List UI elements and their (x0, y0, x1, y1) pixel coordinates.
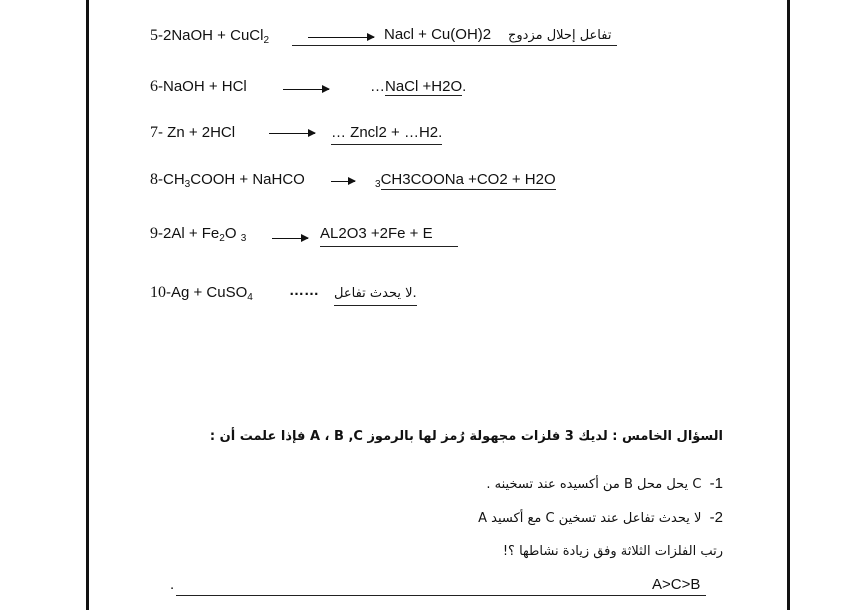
equation-9-reactants (150, 224, 246, 244)
item-text: لا يحدث تفاعل عند تسخين C مع أكسيد A (478, 511, 702, 526)
reactants-text: O (224, 225, 241, 242)
equation-7-products (331, 123, 442, 145)
equation-5-reactants (150, 26, 269, 46)
item-number: 1- (709, 475, 723, 492)
question-5-item-2 (478, 508, 723, 529)
item-text: C يحل محل B من أكسيده عند تسخينه . (486, 477, 702, 492)
question-5-prompt: رتب الفلزات الثلاثة وفق زيادة نشاطها ؟! (502, 544, 723, 559)
subscript: 2 (263, 35, 270, 46)
reaction-arrow-icon (283, 89, 329, 90)
answer-suffix: . (462, 78, 467, 95)
subscript: 2 (219, 233, 225, 244)
reaction-arrow-icon (269, 133, 315, 134)
item-number: 2- (709, 509, 723, 526)
products-text: Zncl2 + …H2 (350, 124, 439, 141)
page-border-left (86, 0, 89, 610)
question-5-heading: السؤال الخامس : لديك 3 فلزات مجهولة رُمز لها بالرموز A ، B ,C فإذا علمت أن : (209, 429, 723, 444)
question-5-answer: A>C>B (652, 576, 701, 593)
equation-10-reactants (150, 283, 253, 303)
products-text: لا يحدث تفاعل (334, 286, 413, 301)
reaction-arrow-icon (272, 238, 308, 239)
reactants-text: -Ag + CuSO (166, 284, 248, 301)
products-text: CH3COONa +CO2 + H2O (380, 171, 556, 188)
reactants-text: - Zn + 2HCl (158, 124, 236, 141)
reaction-arrow-icon (331, 181, 355, 182)
answer-prefix: … (331, 124, 351, 141)
equation-10-products (334, 283, 417, 306)
equation-9-products (320, 224, 458, 247)
equation-number: 10 (150, 284, 166, 301)
answer-prefix: … (370, 78, 385, 95)
products-text: NaCl +H2O (385, 78, 463, 95)
answer-line-dot: . (170, 576, 175, 593)
reactants-text: -2Al + Fe (158, 225, 220, 242)
equation-number: 6 (150, 78, 158, 95)
equation-number: 7 (150, 124, 158, 141)
dotted-blank: …… (289, 282, 319, 299)
answer-underline (176, 595, 706, 596)
equation-6-reactants (150, 77, 247, 97)
reaction-arrow-icon (308, 37, 374, 38)
equation-number: 5 (150, 27, 158, 44)
reactants-text: COOH + NaHCO (190, 171, 305, 188)
equation-5-products (384, 25, 491, 45)
answer-suffix: . (412, 284, 417, 301)
equation-6-products (370, 77, 466, 97)
subscript: 3 (184, 179, 191, 190)
reactants-text: -NaOH + HCl (158, 78, 247, 95)
answer-suffix: . (438, 124, 443, 141)
subscript: 4 (247, 292, 253, 303)
subscript: 3 (375, 179, 381, 190)
page-border-right (787, 0, 790, 610)
equation-7-reactants (150, 123, 235, 143)
equation-8-products (375, 170, 556, 190)
reactants-text: -CH (158, 171, 185, 188)
products-text: AL2O3 +2Fe + E (320, 225, 433, 242)
equation-number: 8 (150, 171, 158, 188)
reaction-type-note: تفاعل إحلال مزدوج (508, 28, 612, 43)
subscript: 3 (240, 233, 247, 244)
products-text: Nacl + Cu(OH)2 (384, 26, 492, 43)
question-5-item-1 (486, 474, 723, 495)
reactants-text: -2NaOH + CuCl (158, 27, 264, 44)
equation-8-reactants (150, 170, 305, 190)
equation-number: 9 (150, 225, 158, 242)
